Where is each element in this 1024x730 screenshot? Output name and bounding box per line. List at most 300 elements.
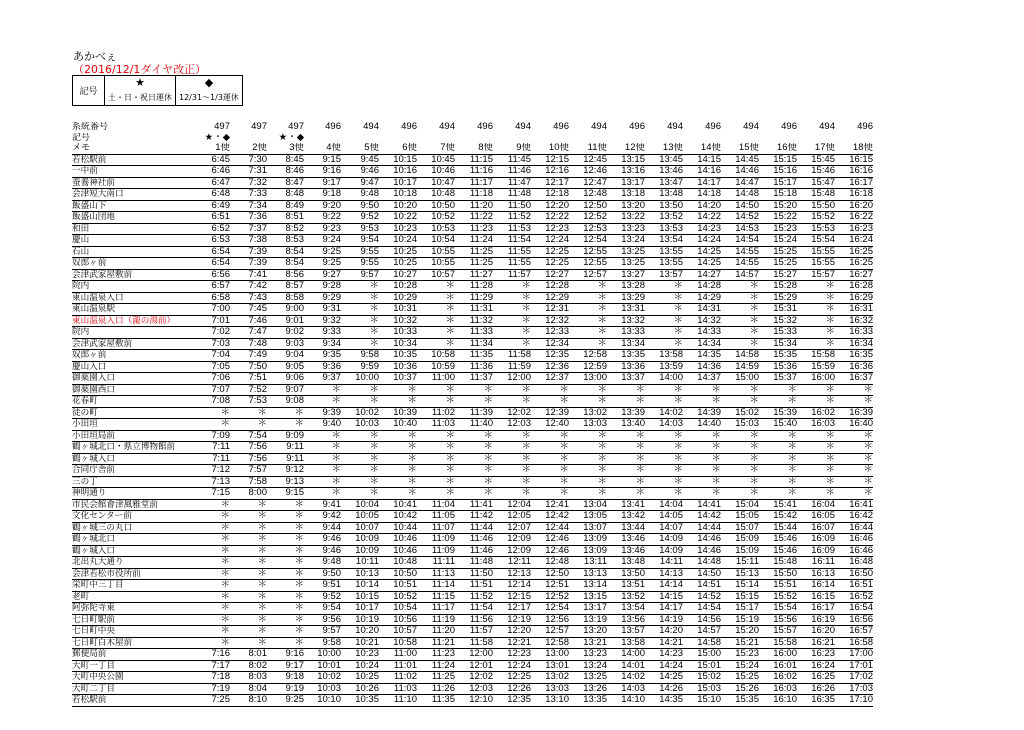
departure-time: ＊ <box>797 396 835 408</box>
departure-time: 16:36 <box>835 361 873 373</box>
departure-time: ＊ <box>607 465 645 477</box>
departure-time: 12:36 <box>531 361 569 373</box>
departure-time: 7:51 <box>230 373 267 385</box>
departure-time: 11:16 <box>455 166 493 178</box>
departure-time: 14:58 <box>721 350 759 362</box>
departure-time: 9:48 <box>341 189 379 201</box>
departure-time: 11:47 <box>493 177 531 189</box>
departure-time: 15:21 <box>721 637 759 649</box>
departure-time: ＊ <box>304 430 341 442</box>
departure-time: 12:46 <box>531 545 569 557</box>
stop-row <box>72 476 873 488</box>
departure-time: 6:46 <box>202 166 230 178</box>
stop-row <box>72 649 873 661</box>
departure-time: 14:52 <box>721 212 759 224</box>
departure-time: 10:20 <box>379 200 417 212</box>
departure-time: 15:10 <box>683 695 721 707</box>
departure-time: 10:54 <box>417 235 455 247</box>
departure-time: ＊ <box>721 292 759 304</box>
stop-name: 院内 <box>72 327 202 339</box>
departure-time: 6:53 <box>202 235 230 247</box>
stop-name: 奴郎ヶ前 <box>72 258 202 270</box>
departure-time: 14:29 <box>683 292 721 304</box>
departure-time: 9:41 <box>304 499 341 511</box>
departure-time: 13:35 <box>607 350 645 362</box>
header-cell <box>721 133 759 144</box>
departure-time: 13:31 <box>607 304 645 316</box>
departure-time: ＊ <box>379 488 417 500</box>
departure-time: ＊ <box>493 476 531 488</box>
departure-time: 12:34 <box>531 338 569 350</box>
departure-time: 14:47 <box>721 177 759 189</box>
stop-row <box>72 442 873 454</box>
departure-time: 13:20 <box>607 200 645 212</box>
departure-time: 6:54 <box>202 258 230 270</box>
departure-time: 14:07 <box>645 522 683 534</box>
departure-time: 12:52 <box>531 591 569 603</box>
stop-name: 若松駅前 <box>72 695 202 707</box>
departure-time: ＊ <box>835 442 873 454</box>
departure-time: 15:41 <box>759 499 797 511</box>
departure-time: 10:29 <box>379 292 417 304</box>
departure-time: 9:19 <box>267 683 304 695</box>
departure-time: 10:58 <box>379 637 417 649</box>
departure-time: 11:55 <box>493 246 531 258</box>
departure-time: ＊ <box>569 327 607 339</box>
departure-time: 14:55 <box>721 258 759 270</box>
header-cell: 494 <box>363 122 379 132</box>
departure-time: 9:18 <box>267 672 304 684</box>
departure-time: 11:23 <box>417 649 455 661</box>
header-cell: 497 <box>288 122 304 132</box>
header-cell <box>797 133 835 144</box>
departure-time: 12:48 <box>531 557 569 569</box>
departure-time: ＊ <box>645 465 683 477</box>
departure-time: 13:24 <box>607 235 645 247</box>
departure-time: 14:51 <box>683 580 721 592</box>
departure-time: 11:32 <box>455 315 493 327</box>
departure-time: 13:25 <box>607 258 645 270</box>
departure-time: 9:00 <box>267 304 304 316</box>
departure-time: 13:23 <box>607 223 645 235</box>
departure-time: 10:19 <box>341 614 379 626</box>
departure-time: 13:56 <box>607 614 645 626</box>
departure-time: 17:03 <box>835 683 873 695</box>
departure-time: 16:48 <box>835 557 873 569</box>
departure-time: 12:46 <box>531 534 569 546</box>
departure-time: 15:33 <box>759 327 797 339</box>
departure-time: ＊ <box>417 315 455 327</box>
stop-name: 郵便局前 <box>72 649 202 661</box>
departure-time: 15:16 <box>759 166 797 178</box>
departure-time: 16:18 <box>835 189 873 201</box>
departure-time: 8:57 <box>267 281 304 293</box>
departure-time: 15:25 <box>759 258 797 270</box>
stop-row <box>72 212 873 224</box>
header-cell <box>645 133 683 144</box>
departure-time: 10:02 <box>304 672 341 684</box>
departure-time: 11:05 <box>417 511 455 523</box>
departure-time: 12:37 <box>531 373 569 385</box>
departure-time: 15:32 <box>759 315 797 327</box>
departure-time: 13:48 <box>607 557 645 569</box>
departure-time: 11:22 <box>455 212 493 224</box>
departure-time: 10:52 <box>417 212 455 224</box>
departure-time: 9:15 <box>304 154 341 166</box>
departure-time: 13:57 <box>645 269 683 281</box>
departure-time: ＊ <box>455 488 493 500</box>
departure-time: ＊ <box>304 488 341 500</box>
departure-time: 13:57 <box>607 626 645 638</box>
departure-time: 13:00 <box>569 373 607 385</box>
departure-time: 6:47 <box>202 177 230 189</box>
stop-row <box>72 154 873 166</box>
departure-time: 7:34 <box>230 200 267 212</box>
departure-time: ＊ <box>267 557 304 569</box>
departure-time: 8:52 <box>267 223 304 235</box>
departure-time: 13:36 <box>607 361 645 373</box>
departure-time: ＊ <box>455 384 493 396</box>
stop-name: 石山 <box>72 246 202 258</box>
stop-row <box>72 522 873 534</box>
departure-time: 10:34 <box>379 338 417 350</box>
header-cell: ★・◆ <box>278 132 304 143</box>
departure-time: ＊ <box>531 453 569 465</box>
departure-time: 9:03 <box>267 338 304 350</box>
departure-time: ＊ <box>379 476 417 488</box>
departure-time: 12:11 <box>493 557 531 569</box>
departure-time: 12:29 <box>531 292 569 304</box>
departure-time: 11:41 <box>455 499 493 511</box>
departure-time: 8:56 <box>267 269 304 281</box>
departure-time: 16:32 <box>835 315 873 327</box>
departure-time: ＊ <box>417 442 455 454</box>
stop-row <box>72 177 873 189</box>
departure-time: ＊ <box>569 430 607 442</box>
departure-time: 13:50 <box>607 568 645 580</box>
departure-time: 7:12 <box>202 465 230 477</box>
departure-time: 7:49 <box>230 350 267 362</box>
departure-time: 10:11 <box>341 557 379 569</box>
departure-time: 11:55 <box>493 258 531 270</box>
departure-time: ＊ <box>835 430 873 442</box>
departure-time: 14:09 <box>645 545 683 557</box>
departure-time: 13:09 <box>569 545 607 557</box>
departure-time: 7:19 <box>202 683 230 695</box>
stop-row <box>72 361 873 373</box>
departure-time: 16:42 <box>835 511 873 523</box>
departure-time: 15:07 <box>721 522 759 534</box>
departure-time: ＊ <box>267 511 304 523</box>
departure-time: ＊ <box>569 396 607 408</box>
departure-time: 12:13 <box>493 568 531 580</box>
departure-time: 14:35 <box>683 350 721 362</box>
stop-row <box>72 511 873 523</box>
header-cell <box>835 133 873 144</box>
header-cell: 17便 <box>797 143 835 154</box>
departure-time: 15:37 <box>759 373 797 385</box>
departure-time: 16:35 <box>835 350 873 362</box>
departure-time: ＊ <box>721 442 759 454</box>
header-cell <box>607 133 645 144</box>
departure-time: 13:17 <box>569 603 607 615</box>
departure-time: 14:15 <box>645 591 683 603</box>
departure-time: 13:28 <box>607 281 645 293</box>
header-cell <box>304 133 341 144</box>
departure-time: 15:17 <box>759 177 797 189</box>
departure-time: 9:55 <box>341 258 379 270</box>
departure-time: 11:20 <box>417 626 455 638</box>
departure-time: 14:00 <box>607 649 645 661</box>
stop-name: 大町二丁目 <box>72 683 202 695</box>
departure-time: 16:20 <box>797 626 835 638</box>
stop-row <box>72 557 873 569</box>
stop-name: 鶴ヶ城三の丸口 <box>72 522 202 534</box>
departure-time: 12:55 <box>569 258 607 270</box>
departure-time: 16:09 <box>797 545 835 557</box>
departure-time: 16:34 <box>835 338 873 350</box>
departure-time: 10:37 <box>379 373 417 385</box>
departure-time: 10:42 <box>379 511 417 523</box>
departure-time: 10:15 <box>341 591 379 603</box>
departure-time: 15:23 <box>721 649 759 661</box>
departure-time: ＊ <box>304 465 341 477</box>
departure-time: 7:33 <box>230 189 267 201</box>
departure-time: 9:35 <box>304 350 341 362</box>
departure-time: ＊ <box>202 419 230 431</box>
departure-time: ＊ <box>417 465 455 477</box>
stop-row <box>72 258 873 270</box>
departure-time: 11:27 <box>455 269 493 281</box>
header-cell: 12便 <box>607 143 645 154</box>
stop-row <box>72 373 873 385</box>
departure-time: 9:50 <box>341 200 379 212</box>
departure-time: 12:26 <box>493 683 531 695</box>
departure-time: 16:39 <box>835 407 873 419</box>
departure-time: 15:58 <box>797 350 835 362</box>
departure-time: 13:00 <box>531 649 569 661</box>
departure-time: 6:58 <box>202 292 230 304</box>
departure-time: 16:03 <box>797 419 835 431</box>
header-cell: 494 <box>439 122 455 132</box>
departure-time: 7:04 <box>202 350 230 362</box>
stop-name: 御薬園入口 <box>72 373 202 385</box>
departure-time: 13:24 <box>569 660 607 672</box>
departure-time: 6:48 <box>202 189 230 201</box>
departure-time: ＊ <box>493 396 531 408</box>
departure-time: ＊ <box>493 327 531 339</box>
departure-time: ＊ <box>341 292 379 304</box>
departure-time: 11:48 <box>455 557 493 569</box>
departure-time: 9:46 <box>341 166 379 178</box>
header-cell: 2便 <box>230 143 267 154</box>
departure-time: ＊ <box>455 396 493 408</box>
departure-time: 9:20 <box>304 200 341 212</box>
stop-name: 鶴ヶ城入口 <box>72 453 202 465</box>
departure-time: ＊ <box>721 281 759 293</box>
departure-time: 8:58 <box>267 292 304 304</box>
departure-time: ＊ <box>645 292 683 304</box>
departure-time: 9:59 <box>341 361 379 373</box>
departure-time: 13:25 <box>569 672 607 684</box>
header-cell <box>341 133 379 144</box>
departure-time: 12:44 <box>531 522 569 534</box>
departure-time: ＊ <box>797 430 835 442</box>
stop-name: 鶴ヶ城北口 <box>72 534 202 546</box>
departure-time: 16:10 <box>759 695 797 707</box>
departure-time: 9:56 <box>304 614 341 626</box>
departure-time: 10:44 <box>379 522 417 534</box>
departure-time: ＊ <box>569 338 607 350</box>
departure-time: 11:14 <box>417 580 455 592</box>
departure-time: 11:54 <box>455 603 493 615</box>
departure-time: ＊ <box>202 557 230 569</box>
departure-time: ＊ <box>417 488 455 500</box>
departure-time: 15:14 <box>721 580 759 592</box>
departure-time: ＊ <box>202 545 230 557</box>
departure-time: 11:07 <box>417 522 455 534</box>
departure-time: 12:02 <box>455 672 493 684</box>
departure-time: ＊ <box>230 637 267 649</box>
departure-time: ＊ <box>267 545 304 557</box>
departure-time: 12:23 <box>493 649 531 661</box>
departure-time: ＊ <box>341 453 379 465</box>
departure-time: 15:45 <box>797 154 835 166</box>
departure-time: 11:51 <box>455 580 493 592</box>
departure-time: 9:33 <box>304 327 341 339</box>
departure-time: 15:02 <box>721 407 759 419</box>
departure-time: ＊ <box>645 488 683 500</box>
departure-time: ＊ <box>202 591 230 603</box>
departure-time: ＊ <box>683 453 721 465</box>
departure-time: 15:59 <box>797 361 835 373</box>
departure-time: 10:23 <box>341 649 379 661</box>
departure-time: 14:46 <box>683 545 721 557</box>
departure-time: 13:59 <box>645 361 683 373</box>
stop-row <box>72 614 873 626</box>
departure-time: 15:48 <box>797 189 835 201</box>
departure-time: ＊ <box>493 384 531 396</box>
departure-time: 9:06 <box>267 373 304 385</box>
departure-time: 13:14 <box>569 580 607 592</box>
departure-time: 16:26 <box>797 683 835 695</box>
departure-time: 10:03 <box>304 683 341 695</box>
departure-time: ＊ <box>645 338 683 350</box>
departure-time: 10:25 <box>341 672 379 684</box>
departure-time: 12:46 <box>569 166 607 178</box>
departure-time: 7:01 <box>202 315 230 327</box>
departure-time: 15:36 <box>759 361 797 373</box>
departure-time: 10:10 <box>304 695 341 707</box>
departure-time: ＊ <box>645 442 683 454</box>
departure-time: ＊ <box>531 488 569 500</box>
stop-row <box>72 430 873 442</box>
departure-time: 14:01 <box>607 660 645 672</box>
departure-time: 9:02 <box>267 327 304 339</box>
departure-time: 9:17 <box>304 177 341 189</box>
departure-time: 14:33 <box>683 327 721 339</box>
stop-row <box>72 695 873 707</box>
departure-time: 9:57 <box>341 269 379 281</box>
departure-time: 12:15 <box>493 591 531 603</box>
departure-time: 10:58 <box>417 350 455 362</box>
departure-time: 12:27 <box>531 269 569 281</box>
departure-time: 8:47 <box>267 177 304 189</box>
departure-time: 8:02 <box>230 660 267 672</box>
departure-time: 13:48 <box>645 189 683 201</box>
departure-time: 15:05 <box>721 511 759 523</box>
departure-time: 15:22 <box>759 212 797 224</box>
departure-time: 12:15 <box>531 154 569 166</box>
departure-time: ＊ <box>202 626 230 638</box>
header-cell <box>230 133 267 144</box>
departure-time: ＊ <box>493 315 531 327</box>
departure-time: 10:55 <box>417 258 455 270</box>
departure-time: 9:27 <box>304 269 341 281</box>
departure-time: 13:23 <box>569 649 607 661</box>
departure-time: 13:50 <box>645 200 683 212</box>
departure-time: 10:20 <box>341 626 379 638</box>
departure-time: 14:17 <box>645 603 683 615</box>
departure-time: 13:21 <box>569 637 607 649</box>
departure-time: 16:29 <box>835 292 873 304</box>
departure-time: 9:40 <box>304 419 341 431</box>
symbol-legend <box>72 75 243 106</box>
departure-time: ＊ <box>797 315 835 327</box>
departure-time: ＊ <box>417 430 455 442</box>
departure-time: ＊ <box>683 488 721 500</box>
departure-time: 10:05 <box>341 511 379 523</box>
departure-time: 16:31 <box>835 304 873 316</box>
departure-time: ＊ <box>531 476 569 488</box>
stop-row <box>72 465 873 477</box>
departure-time: 14:05 <box>645 511 683 523</box>
departure-time: 12:54 <box>569 235 607 247</box>
stop-row <box>72 292 873 304</box>
departure-time: 9:09 <box>267 430 304 442</box>
departure-time: 14:40 <box>683 419 721 431</box>
departure-time: ＊ <box>569 488 607 500</box>
departure-time: ＊ <box>607 453 645 465</box>
departure-time: 6:52 <box>202 223 230 235</box>
departure-time: 16:33 <box>835 327 873 339</box>
departure-time: ＊ <box>230 557 267 569</box>
header-cell: 7便 <box>417 143 455 154</box>
departure-time: 10:57 <box>379 626 417 638</box>
departure-time: 13:52 <box>607 591 645 603</box>
departure-time: 6:45 <box>202 154 230 166</box>
departure-time: 9:47 <box>341 177 379 189</box>
departure-time: ＊ <box>797 304 835 316</box>
departure-time: 12:45 <box>569 154 607 166</box>
departure-time: 15:24 <box>759 235 797 247</box>
departure-time: 7:15 <box>202 488 230 500</box>
departure-time: ＊ <box>230 603 267 615</box>
departure-time: 9:18 <box>304 189 341 201</box>
departure-time: 13:10 <box>531 695 569 707</box>
departure-time: 9:29 <box>304 292 341 304</box>
departure-time: ＊ <box>607 396 645 408</box>
departure-time: ＊ <box>493 465 531 477</box>
departure-time: 16:37 <box>835 373 873 385</box>
departure-time: 16:24 <box>835 235 873 247</box>
departure-time: 14:57 <box>721 269 759 281</box>
departure-time: 14:25 <box>683 258 721 270</box>
departure-time: 16:23 <box>797 649 835 661</box>
departure-time: ＊ <box>797 327 835 339</box>
header-cell: 494 <box>743 122 759 132</box>
departure-time: ＊ <box>230 534 267 546</box>
